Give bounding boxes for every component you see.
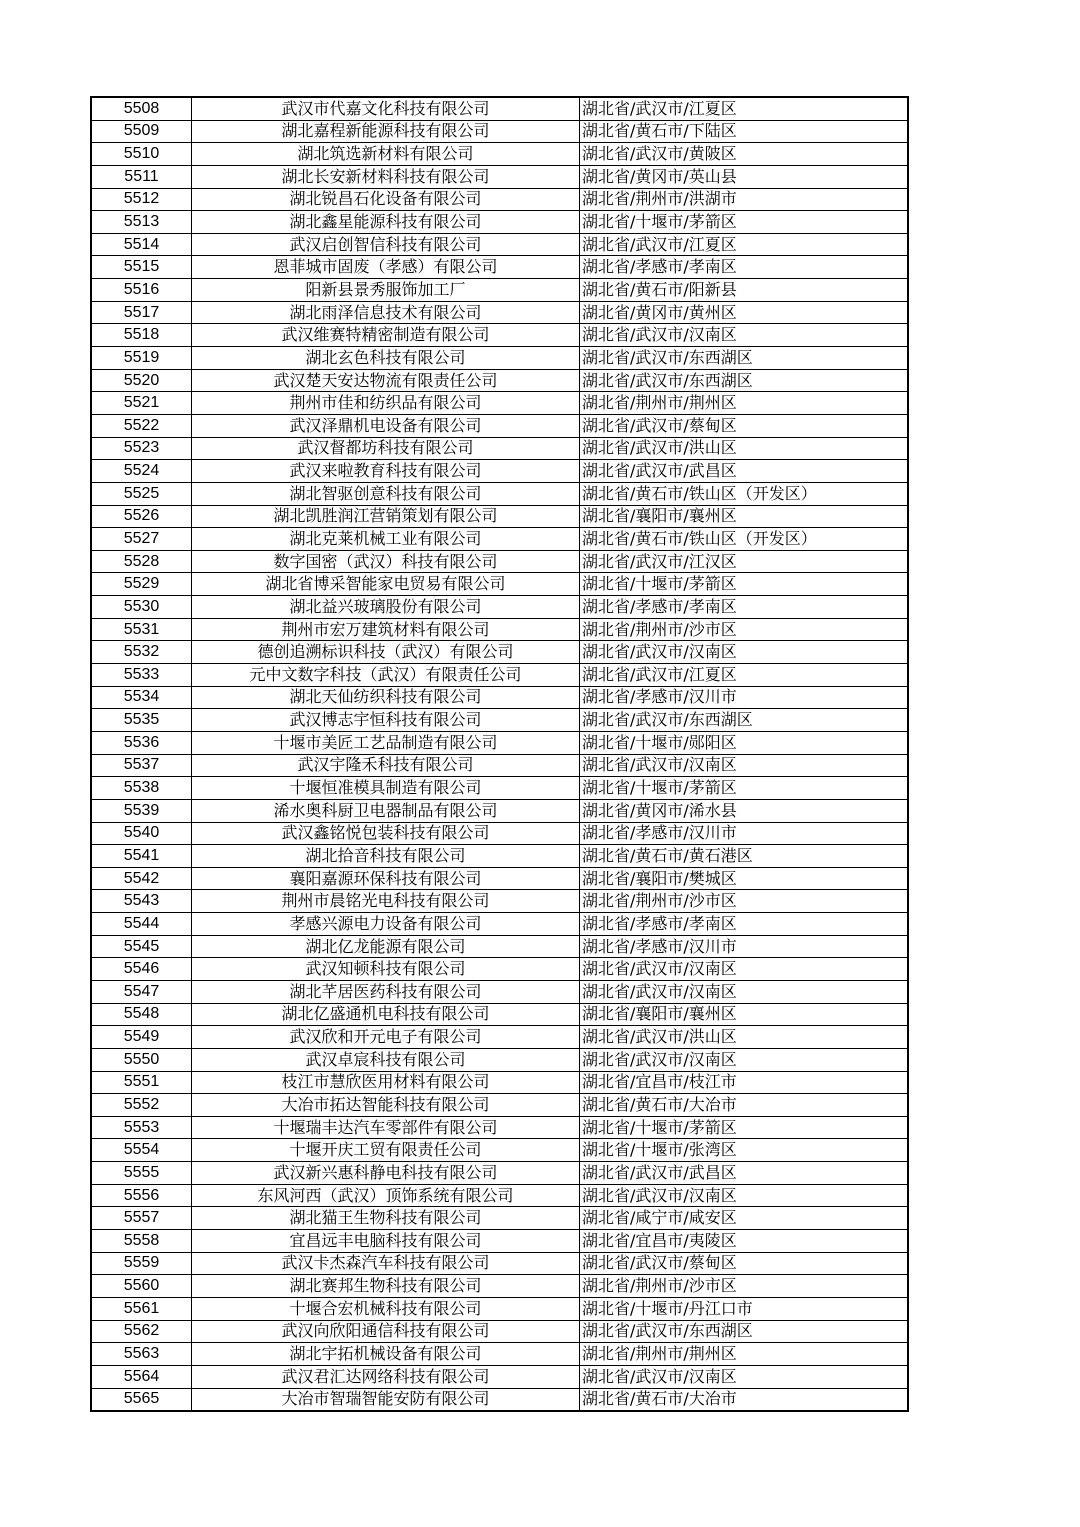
row-number: 5547 [91,980,192,1003]
company-name: 湖北赛邦生物科技有限公司 [192,1275,580,1298]
company-name: 枝江市慧欣医用材料有限公司 [192,1071,580,1094]
row-number: 5546 [91,958,192,981]
table-row [91,1071,908,1094]
table-row [91,913,908,936]
table-row [91,233,908,256]
company-region: 湖北省/黄石市/铁山区（开发区） [580,528,909,551]
table-row [91,573,908,596]
row-number: 5561 [91,1297,192,1320]
company-name: 湖北拾音科技有限公司 [192,845,580,868]
table-row [91,1116,908,1139]
table-row [91,1343,908,1366]
row-number: 5510 [91,143,192,166]
row-number: 5551 [91,1071,192,1094]
company-region: 湖北省/十堰市/丹江口市 [580,1297,909,1320]
row-number: 5537 [91,754,192,777]
company-name: 十堰恒准模具制造有限公司 [192,777,580,800]
table-row [91,324,908,347]
table-row [91,1275,908,1298]
row-number: 5553 [91,1116,192,1139]
company-name: 湖北锐昌石化设备有限公司 [192,188,580,211]
table-row [91,618,908,641]
table-row [91,1297,908,1320]
company-region: 湖北省/黄冈市/浠水县 [580,799,909,822]
row-number: 5550 [91,1048,192,1071]
company-name: 十堰市美匠工艺品制造有限公司 [192,731,580,754]
table-row [91,1139,908,1162]
company-name: 湖北猫王生物科技有限公司 [192,1207,580,1230]
row-number: 5516 [91,279,192,302]
company-region: 湖北省/武汉市/武昌区 [580,460,909,483]
table-row [91,822,908,845]
company-region: 湖北省/武汉市/汉南区 [580,754,909,777]
table-row [91,686,908,709]
table-row [91,550,908,573]
row-number: 5552 [91,1094,192,1117]
row-number: 5558 [91,1230,192,1253]
row-number: 5544 [91,913,192,936]
table-row [91,935,908,958]
company-region: 湖北省/孝感市/汉川市 [580,822,909,845]
company-region: 湖北省/黄冈市/黄州区 [580,301,909,324]
company-region: 湖北省/黄石市/大冶市 [580,1388,909,1411]
company-name: 武汉博志宇恒科技有限公司 [192,709,580,732]
company-region: 湖北省/武汉市/东西湖区 [580,347,909,370]
table-row [91,211,908,234]
company-region: 湖北省/宜昌市/夷陵区 [580,1230,909,1253]
row-number: 5526 [91,505,192,528]
company-region: 湖北省/孝感市/汉川市 [580,935,909,958]
company-name: 元中文数字科技（武汉）有限责任公司 [192,664,580,687]
table-row [91,165,908,188]
company-region: 湖北省/荆州市/沙市区 [580,890,909,913]
company-region: 湖北省/武汉市/黄陂区 [580,143,909,166]
table-row [91,958,908,981]
company-name: 湖北玄色科技有限公司 [192,347,580,370]
company-region: 湖北省/孝感市/孝南区 [580,913,909,936]
company-name: 武汉泽鼎机电设备有限公司 [192,414,580,437]
company-name: 湖北亿盛通机电科技有限公司 [192,1003,580,1026]
company-region: 湖北省/武汉市/汉南区 [580,958,909,981]
company-name: 十堰瑞丰达汽车零部件有限公司 [192,1116,580,1139]
row-number: 5532 [91,641,192,664]
company-region: 湖北省/黄石市/铁山区（开发区） [580,482,909,505]
company-name: 湖北筑选新材料有限公司 [192,143,580,166]
row-number: 5531 [91,618,192,641]
company-region: 湖北省/荆州市/洪湖市 [580,188,909,211]
company-region: 湖北省/武汉市/洪山区 [580,1026,909,1049]
table-row [91,709,908,732]
company-name: 武汉君汇达网络科技有限公司 [192,1365,580,1388]
company-name: 武汉新兴惠科静电科技有限公司 [192,1162,580,1185]
table-row [91,369,908,392]
company-name: 武汉督都坊科技有限公司 [192,437,580,460]
row-number: 5565 [91,1388,192,1411]
company-name: 湖北宇拓机械设备有限公司 [192,1343,580,1366]
row-number: 5524 [91,460,192,483]
company-name: 荆州市宏万建筑材料有限公司 [192,618,580,641]
company-region: 湖北省/襄阳市/襄州区 [580,1003,909,1026]
company-region: 湖北省/孝感市/孝南区 [580,256,909,279]
table-row [91,845,908,868]
table-body [91,97,908,1411]
company-region: 湖北省/武汉市/东西湖区 [580,369,909,392]
company-region: 湖北省/襄阳市/襄州区 [580,505,909,528]
table-row [91,1320,908,1343]
table-row [91,1162,908,1185]
table-row [91,867,908,890]
row-number: 5542 [91,867,192,890]
row-number: 5513 [91,211,192,234]
table-row [91,641,908,664]
company-name: 武汉知顿科技有限公司 [192,958,580,981]
row-number: 5548 [91,1003,192,1026]
company-name: 武汉卡杰森汽车科技有限公司 [192,1252,580,1275]
company-name: 湖北省博采智能家电贸易有限公司 [192,573,580,596]
row-number: 5564 [91,1365,192,1388]
company-region: 湖北省/黄石市/大冶市 [580,1094,909,1117]
company-name: 宜昌远丰电脑科技有限公司 [192,1230,580,1253]
company-name: 恩菲城市固废（孝感）有限公司 [192,256,580,279]
company-name: 武汉来啦教育科技有限公司 [192,460,580,483]
company-name: 武汉欣和开元电子有限公司 [192,1026,580,1049]
company-name: 湖北凯胜润江营销策划有限公司 [192,505,580,528]
table-row [91,301,908,324]
row-number: 5528 [91,550,192,573]
table-row [91,279,908,302]
company-name: 十堰开庆工贸有限责任公司 [192,1139,580,1162]
row-number: 5521 [91,392,192,415]
company-name: 武汉宇隆禾科技有限公司 [192,754,580,777]
row-number: 5563 [91,1343,192,1366]
row-number: 5517 [91,301,192,324]
row-number: 5535 [91,709,192,732]
company-region: 湖北省/武汉市/东西湖区 [580,709,909,732]
company-name: 武汉维赛特精密制造有限公司 [192,324,580,347]
company-name: 湖北鑫星能源科技有限公司 [192,211,580,234]
company-region: 湖北省/孝感市/孝南区 [580,596,909,619]
row-number: 5511 [91,165,192,188]
row-number: 5534 [91,686,192,709]
row-number: 5525 [91,482,192,505]
company-region: 湖北省/黄石市/下陆区 [580,120,909,143]
table-row [91,799,908,822]
company-region: 湖北省/十堰市/茅箭区 [580,211,909,234]
row-number: 5562 [91,1320,192,1343]
company-name: 荆州市佳和纺织品有限公司 [192,392,580,415]
row-number: 5545 [91,935,192,958]
company-region: 湖北省/十堰市/张湾区 [580,1139,909,1162]
table-row [91,777,908,800]
row-number: 5538 [91,777,192,800]
row-number: 5557 [91,1207,192,1230]
company-region: 湖北省/荆州市/沙市区 [580,1275,909,1298]
row-number: 5549 [91,1026,192,1049]
company-region: 湖北省/黄石市/黄石港区 [580,845,909,868]
company-region: 湖北省/武汉市/汉南区 [580,641,909,664]
company-name: 十堰合宏机械科技有限公司 [192,1297,580,1320]
company-region: 湖北省/武汉市/洪山区 [580,437,909,460]
company-region: 湖北省/武汉市/江汉区 [580,550,909,573]
company-name: 德创追溯标识科技（武汉）有限公司 [192,641,580,664]
company-region: 湖北省/武汉市/汉南区 [580,324,909,347]
table-row [91,596,908,619]
row-number: 5515 [91,256,192,279]
company-name: 湖北亿龙能源有限公司 [192,935,580,958]
table-row [91,1252,908,1275]
company-region: 湖北省/武汉市/江夏区 [580,664,909,687]
company-name: 湖北天仙纺织科技有限公司 [192,686,580,709]
company-region: 湖北省/武汉市/汉南区 [580,980,909,1003]
table-row [91,460,908,483]
row-number: 5555 [91,1162,192,1185]
table-row [91,1026,908,1049]
row-number: 5541 [91,845,192,868]
row-number: 5530 [91,596,192,619]
table-row [91,188,908,211]
company-name: 武汉卓宸科技有限公司 [192,1048,580,1071]
row-number: 5554 [91,1139,192,1162]
table-row [91,980,908,1003]
table-row [91,1003,908,1026]
row-number: 5523 [91,437,192,460]
table-row [91,347,908,370]
row-number: 5533 [91,664,192,687]
company-name: 浠水奥科厨卫电器制品有限公司 [192,799,580,822]
row-number: 5559 [91,1252,192,1275]
company-region: 湖北省/黄冈市/英山县 [580,165,909,188]
company-region: 湖北省/十堰市/茅箭区 [580,573,909,596]
company-region: 湖北省/武汉市/汉南区 [580,1365,909,1388]
company-region: 湖北省/武汉市/汉南区 [580,1048,909,1071]
table-row [91,731,908,754]
table-row [91,1388,908,1411]
company-list-table [90,96,909,1412]
table-row [91,120,908,143]
table-row [91,754,908,777]
table-row [91,482,908,505]
company-region: 湖北省/黄石市/阳新县 [580,279,909,302]
company-name: 数字国密（武汉）科技有限公司 [192,550,580,573]
row-number: 5539 [91,799,192,822]
row-number: 5508 [91,97,192,120]
row-number: 5518 [91,324,192,347]
company-region: 湖北省/荆州市/荆州区 [580,392,909,415]
company-name: 东风河西（武汉）顶饰系统有限公司 [192,1184,580,1207]
row-number: 5556 [91,1184,192,1207]
row-number: 5509 [91,120,192,143]
row-number: 5522 [91,414,192,437]
company-region: 湖北省/武汉市/江夏区 [580,97,909,120]
company-name: 阳新县景秀服饰加工厂 [192,279,580,302]
company-region: 湖北省/武汉市/蔡甸区 [580,1252,909,1275]
company-name: 湖北嘉程新能源科技有限公司 [192,120,580,143]
company-name: 荆州市晨铭光电科技有限公司 [192,890,580,913]
table-row [91,437,908,460]
company-name: 孝感兴源电力设备有限公司 [192,913,580,936]
row-number: 5519 [91,347,192,370]
company-region: 湖北省/十堰市/茅箭区 [580,1116,909,1139]
company-region: 湖北省/荆州市/沙市区 [580,618,909,641]
company-region: 湖北省/武汉市/武昌区 [580,1162,909,1185]
company-name: 湖北芊居医药科技有限公司 [192,980,580,1003]
company-region: 湖北省/十堰市/郧阳区 [580,731,909,754]
company-name: 襄阳嘉源环保科技有限公司 [192,867,580,890]
row-number: 5529 [91,573,192,596]
table-row [91,1094,908,1117]
company-region: 湖北省/武汉市/东西湖区 [580,1320,909,1343]
table-row [91,143,908,166]
company-name: 武汉市代嘉文化科技有限公司 [192,97,580,120]
row-number: 5543 [91,890,192,913]
table-row [91,1207,908,1230]
table-row [91,392,908,415]
company-region: 湖北省/宜昌市/枝江市 [580,1071,909,1094]
company-region: 湖北省/孝感市/汉川市 [580,686,909,709]
table-row [91,1365,908,1388]
company-region: 湖北省/咸宁市/咸安区 [580,1207,909,1230]
company-name: 武汉启创智信科技有限公司 [192,233,580,256]
row-number: 5512 [91,188,192,211]
row-number: 5536 [91,731,192,754]
company-name: 武汉楚天安达物流有限责任公司 [192,369,580,392]
company-region: 湖北省/襄阳市/樊城区 [580,867,909,890]
row-number: 5540 [91,822,192,845]
row-number: 5520 [91,369,192,392]
company-name: 湖北克莱机械工业有限公司 [192,528,580,551]
row-number: 5514 [91,233,192,256]
table-row [91,1048,908,1071]
company-name: 湖北长安新材料科技有限公司 [192,165,580,188]
company-name: 湖北益兴玻璃股份有限公司 [192,596,580,619]
table-row [91,1184,908,1207]
table-row [91,664,908,687]
table-row [91,505,908,528]
company-name: 湖北智驱创意科技有限公司 [192,482,580,505]
company-name: 大冶市智瑞智能安防有限公司 [192,1388,580,1411]
table-row [91,256,908,279]
table-row [91,97,908,120]
table-row [91,414,908,437]
company-region: 湖北省/荆州市/荆州区 [580,1343,909,1366]
company-region: 湖北省/武汉市/蔡甸区 [580,414,909,437]
company-name: 大冶市拓达智能科技有限公司 [192,1094,580,1117]
table-row [91,1230,908,1253]
table-row [91,890,908,913]
row-number: 5560 [91,1275,192,1298]
table-row [91,528,908,551]
company-region: 湖北省/武汉市/江夏区 [580,233,909,256]
company-name: 湖北雨泽信息技术有限公司 [192,301,580,324]
company-name: 武汉鑫铭悦包装科技有限公司 [192,822,580,845]
company-region: 湖北省/十堰市/茅箭区 [580,777,909,800]
row-number: 5527 [91,528,192,551]
company-region: 湖北省/武汉市/汉南区 [580,1184,909,1207]
company-name: 武汉向欣阳通信科技有限公司 [192,1320,580,1343]
